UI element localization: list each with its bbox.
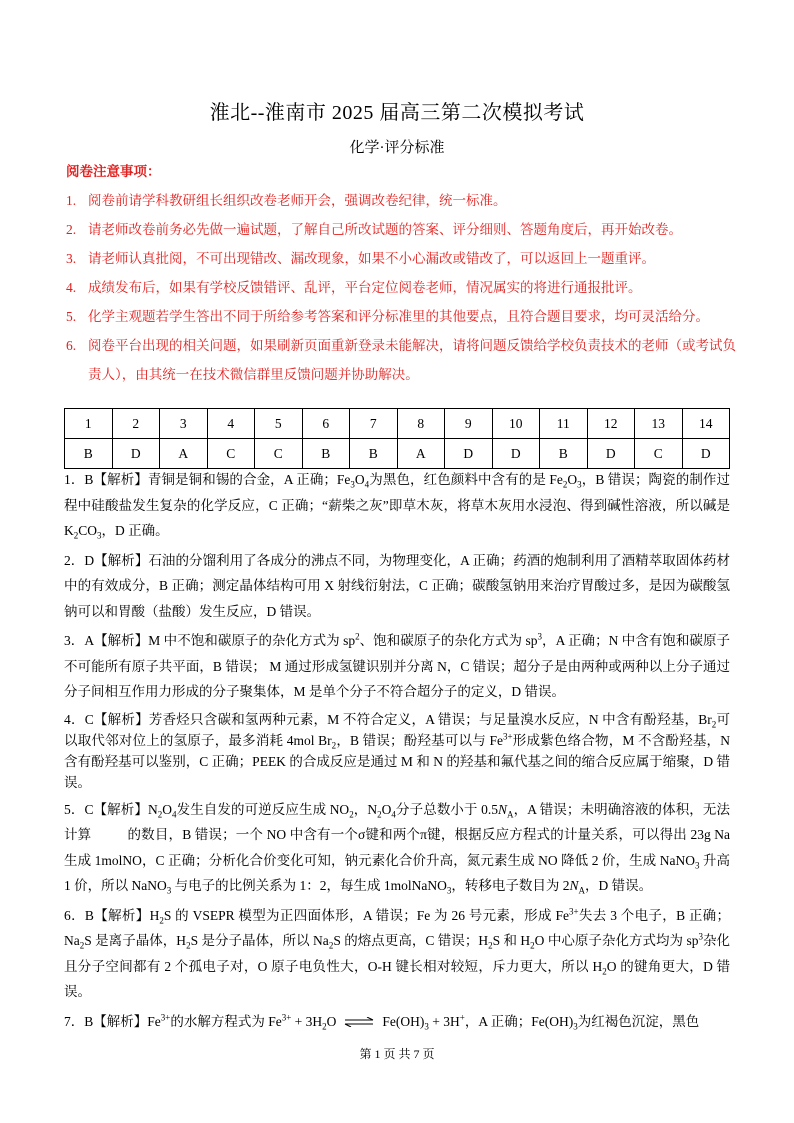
explanation-q1: 1．B【解析】青铜是铜和锡的合金，A 正确；$Fe_3O_4$为黑色，红色颜料中含有的是 $Fe_2O_3$，B 错误；陶瓷的制作过程中硅酸盐发生复杂的化学反应，C 正确；“薪柴之灰”即草木灰，将草木灰用水浸泡、得到碱性溶液，所以碱是 $K_2CO_3$，D 正确。	[64, 472, 730, 541]
reversible-arrow-icon	[344, 1017, 374, 1027]
answer-cell: D	[682, 439, 730, 469]
notice-number: 4.	[66, 280, 77, 295]
notice-number: 2.	[66, 222, 77, 237]
explanation-label: 2．D【解析】	[64, 552, 149, 568]
explanations	[64, 467, 730, 1038]
notice-text: 阅卷平台出现的相关问题，如果刷新页面重新登录未能解决，请将问题反馈给学校负责技术的老师（或考试负责人），由其统一在技术微信群里反馈问题并协助解决。	[88, 338, 736, 382]
question-number: 8	[397, 409, 445, 439]
question-number: 12	[587, 409, 635, 439]
explanation-q2: 2．D【解析】石油的分馏利用了各成分的沸点不同，为物理变化，A 正确；药酒的炮制利用了酒精萃取固体药材中的有效成分，B 正确；测定晶体结构可用 X 射线衍射法，C 正确；碳酸氢钠用来治疗胃酸过多，是因为碳酸氢钠可以和胃酸（盐酸）发生反应，D 错误。	[64, 552, 730, 619]
answer-cell: B	[540, 439, 588, 469]
explanation-label: 7．B【解析】	[64, 1013, 148, 1029]
question-number: 11	[540, 409, 588, 439]
page-footer: 第 1 页 共 7 页	[359, 1047, 435, 1061]
answer-cell: D	[112, 439, 160, 469]
explanation-label: 4．C【解析】	[64, 711, 149, 727]
question-number: 3	[160, 409, 208, 439]
question-number: 14	[682, 409, 730, 439]
explanation-q6: 6．B【解析】$H_2S$ 的 VSEPR 模型为正四面体形，A 错误；Fe 为 26 号元素，形成 $Fe^{3+}$失去 3 个电子，B 正确；$Na_2S$ 是离子晶体，$H_2S$ 是分子晶体，所以 $Na_2S$ 的熔点更高，C 错误；$H_2S$ 和 $H_2O$ 中心原子杂化方式均为 $sp^3$杂化且分子空间都有 2 个孤电子对，O 原子电负性大，O-H 键长相对较短，斥力更大，所以 $H_2O$ 的键角更大，D 错误。	[64, 906, 731, 999]
question-number: 2	[112, 409, 160, 439]
notice-item	[66, 331, 736, 389]
answer-cell: C	[207, 439, 255, 469]
notice-item	[66, 215, 736, 244]
page-subtitle: 化学·评分标准	[349, 140, 445, 156]
question-number: 1	[65, 409, 113, 439]
notice-item	[66, 186, 736, 215]
grading-notice	[66, 160, 736, 389]
explanation-q5: 5．C【解析】$N_2O_4$发生自发的可逆反应生成 $NO_2$，$N_2O_4$分子总数小于 $0.5N_A$，A 错误；未明确溶液的体积，无法计算 的数目，B 错误；一个 NO 中含有一个σ键和两个π键，根据反应方程式的计量关系，可以得出 23g Na 生成 1molNO，C 正确；分析化合价变化可知，钠元素化合价升高，氮元素生成 NO 降低 2 价，生成 NaNO$_3$ 升高 1 价，所以 NaNO$_3$ 与电子的比例关系为 1：2，每生成 1molNaNO$_3$，转移电子数目为 $2N_A$，D 错误。	[64, 801, 731, 896]
notice-number: 6.	[66, 338, 77, 353]
explanation-label: 5．C【解析】	[64, 801, 148, 817]
question-number: 5	[255, 409, 303, 439]
explanation-q3: 3．A【解析】M 中不饱和碳原子的杂化方式为 $sp^2$、饱和碳原子的杂化方式为 $sp^3$，A 正确；N 中含有饱和碳原子不可能所有原子共平面，B 错误； M 通过形成氢键识别并分离 N，C 错误；超分子是由两种或两种以上分子通过分子间相互作用力形成的分子聚集体，M 是单个分子不符合超分子的定义，D 错误。	[64, 631, 730, 699]
answer-row	[65, 439, 730, 469]
question-number-row	[65, 409, 730, 439]
notice-text: 阅卷前请学科教研组长组织改卷老师开会，强调改卷纪律，统一标准。	[88, 193, 507, 208]
answer-cell: D	[587, 439, 635, 469]
notice-item	[66, 302, 736, 331]
answer-key-table	[64, 408, 730, 469]
explanation-q7: 7．B【解析】$Fe^{3+}$的水解方程式为 $Fe^{3+} + 3H_2O$ $Fe(OH)_3 + 3H^+$，A 正确；$Fe(OH)_3$为红褐色沉淀，黑色	[64, 1012, 700, 1032]
answer-cell: A	[160, 439, 208, 469]
notice-heading: 阅卷注意事项：	[66, 164, 161, 179]
explanation-q4: 4．C【解析】芳香烃只含碳和氢两种元素，M 不符合定义，A 错误；与足量溴水反应，N 中含有酚羟基，$Br_2$可以取代邻对位上的氢原子，最多消耗 4mol $Br_2$，B 错误；酚羟基可以与 $Fe^{3+}$形成紫色络合物，M 不含酚羟基，N 含有酚羟基可以鉴别，C 正确；PEEK 的合成反应是通过 M 和 N 的羟基和氟代基之间的缩合反应属于缩聚，D 错误。	[64, 711, 730, 790]
answer-cell: D	[492, 439, 540, 469]
answer-cell: C	[255, 439, 303, 469]
question-number: 10	[492, 409, 540, 439]
answer-cell: B	[65, 439, 113, 469]
question-number: 13	[635, 409, 683, 439]
answer-cell: A	[397, 439, 445, 469]
notice-number: 1.	[66, 193, 77, 208]
answer-cell: B	[350, 439, 398, 469]
question-number: 7	[350, 409, 398, 439]
answer-cell: B	[302, 439, 350, 469]
question-number: 4	[207, 409, 255, 439]
question-number: 6	[302, 409, 350, 439]
explanation-label: 1．B【解析】	[64, 472, 148, 487]
answer-cell: C	[635, 439, 683, 469]
notice-item	[66, 244, 736, 273]
notice-text: 请老师改卷前务必先做一遍试题，了解自己所改试题的答案、评分细则、答题角度后，再开始改卷。	[88, 222, 682, 237]
question-number: 9	[445, 409, 493, 439]
notice-item	[66, 273, 736, 302]
explanation-label: 6．B【解析】	[64, 907, 150, 923]
answer-cell: D	[445, 439, 493, 469]
notice-text: 化学主观题若学生答出不同于所给参考答案和评分标准里的其他要点，且符合题目要求，均可灵活给分。	[88, 309, 709, 324]
page-title: 淮北--淮南市 2025 届高三第二次模拟考试	[209, 102, 585, 124]
notice-number: 5.	[66, 309, 77, 324]
notice-text: 成绩发布后，如果有学校反馈错评、乱评，平台定位阅卷老师，情况属实的将进行通报批评。	[88, 280, 642, 295]
notice-number: 3.	[66, 251, 77, 266]
explanation-label: 3．A【解析】	[64, 633, 149, 648]
notice-text: 请老师认真批阅，不可出现错改、漏改现象，如果不小心漏改或错改了，可以返回上一题重评。	[88, 251, 655, 266]
